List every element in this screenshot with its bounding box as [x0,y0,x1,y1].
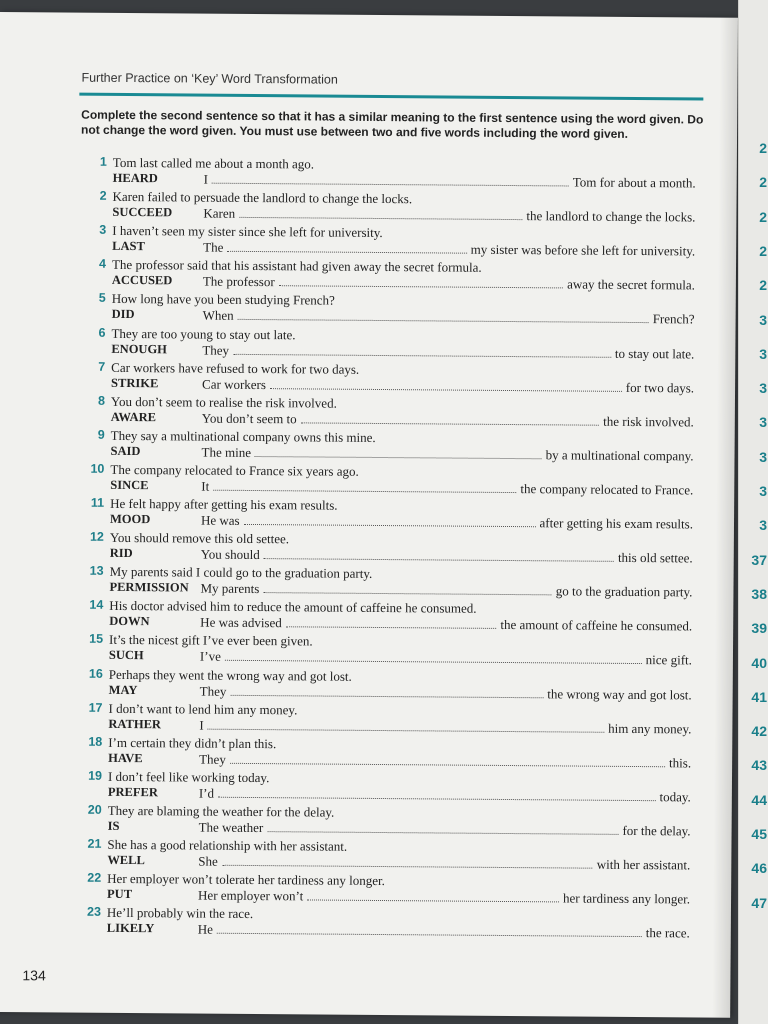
page-header-title: Further Practice on ‘Key’ Word Transformation [81,70,338,87]
sentence-start: The [203,239,224,255]
exercise-item [0,427,735,467]
exercise-item [0,188,737,228]
facing-page-edge [738,0,768,1024]
item-number: 18 [88,734,103,749]
key-word: LAST [112,239,145,254]
item-number: 17 [88,700,103,715]
original-sentence: Karen failed to persuade the landlord to change the locks. [112,188,413,207]
transformed-sentence [203,308,695,328]
exercise-item [0,597,733,637]
answer-gap[interactable] [279,275,563,288]
transformed-sentence [198,922,690,942]
transformed-sentence [201,444,693,464]
key-word: SAID [110,443,141,458]
sentence-end: for two days. [625,379,695,396]
facing-page-number: 43 [751,757,767,774]
sentence-start: I [199,717,204,733]
sentence-end: the race. [645,925,690,941]
original-sentence: I’m certain they didn’t plan this. [108,734,277,751]
sentence-start: The professor [202,273,275,290]
answer-gap[interactable] [307,890,559,903]
instructions: Complete the second sentence so that it has a similar meaning to the first sentence using the word given. Do not change the word given. You must use between two and five words including the word given. [81,107,704,141]
facing-page-number: 45 [751,826,767,842]
item-number: 11 [90,495,105,510]
answer-gap[interactable] [225,650,642,664]
transformed-sentence [203,240,695,260]
sentence-end: my sister was before she left for university. [470,241,696,259]
original-sentence: He felt happy after getting his exam results. [110,495,338,513]
key-word: MOOD [109,511,151,527]
facing-page-number: 47 [751,894,767,911]
transformed-sentence [201,547,693,567]
sentence-start: It [201,478,210,494]
sentence-end: the landlord to change the locks. [526,208,696,225]
item-number: 4 [99,257,107,272]
facing-page-number: 46 [751,860,767,877]
original-sentence: My parents said I could go to the graduation party. [109,564,373,582]
sentence-start: Karen [203,205,236,221]
sentence-start: I’d [198,785,215,801]
facing-page-number: 3 [759,345,767,362]
answer-gap[interactable] [230,753,665,767]
facing-page-number: 38 [751,585,767,602]
exercise-item [0,904,731,944]
item-number: 1 [99,154,107,169]
item-number: 21 [87,836,102,851]
answer-gap[interactable] [301,412,600,425]
sentence-end: him any money. [608,720,692,737]
transformed-sentence [201,513,693,533]
sentence-start: The weather [198,819,264,835]
original-sentence: Tom last called me about a month ago. [112,154,315,172]
facing-page-numbers [739,0,768,1024]
sentence-start: They [199,683,227,699]
exercise-item [0,836,732,876]
exercise-item [0,256,736,296]
sentence-end: after getting his exam results. [539,515,694,532]
exercise-item [0,563,734,603]
transformed-sentence [199,717,691,737]
key-word: PUT [107,886,133,902]
original-sentence: He’ll probably win the race. [106,905,254,922]
exercise-item [0,461,734,501]
sentence-end: the company relocated to France. [520,480,694,498]
exercise-item [0,768,732,808]
sentence-end: French? [652,311,695,327]
answer-gap[interactable] [239,207,522,220]
transformed-sentence [198,854,690,874]
answer-gap[interactable] [217,923,642,937]
key-word: RATHER [108,716,162,731]
item-number: 19 [88,768,103,783]
sentence-end: nice gift. [645,652,692,668]
transformed-sentence [203,206,695,226]
sentence-start: Her employer won’t [198,887,304,904]
item-number: 20 [87,802,102,817]
sentence-end: the wrong way and got lost. [547,685,692,702]
sentence-start: He was advised [200,614,282,631]
answer-gap[interactable] [238,309,649,323]
book-page [0,12,738,1018]
facing-page-number: 3 [759,517,767,534]
sentence-end: for the delay. [622,822,691,839]
item-number: 6 [98,325,106,340]
answer-gap[interactable] [264,548,614,562]
exercise-item [0,393,735,433]
transformed-sentence [199,819,691,839]
key-word: PREFER [107,784,158,800]
sentence-end: the risk involved. [603,413,694,430]
facing-page-number: 41 [751,688,767,705]
key-word: SUCCEED [112,204,173,220]
sentence-start: The mine [201,444,252,460]
key-word: SINCE [110,477,149,493]
answer-gap[interactable] [286,617,497,630]
transformed-sentence [202,410,694,430]
item-number: 22 [87,870,102,885]
facing-page-number: 3 [759,311,767,328]
key-word: STRIKE [111,375,159,390]
sentence-end: the amount of caffeine he consumed. [500,617,693,634]
item-number: 9 [97,427,105,442]
item-number: 15 [89,632,104,647]
sentence-end: by a multinational company. [545,447,694,464]
transformed-sentence [203,274,695,294]
exercise-item [0,222,736,262]
transformed-sentence [202,342,694,362]
sentence-end: go to the graduation party. [555,583,693,600]
sentence-end: Tom for about a month. [572,174,696,191]
answer-gap[interactable] [244,514,536,527]
item-number: 23 [86,904,101,920]
answer-gap[interactable] [267,821,618,835]
original-sentence: Car workers have refused to work for two days. [111,359,360,377]
sentence-start: They [199,751,226,767]
key-word: LIKELY [106,921,155,936]
transformed-sentence [201,478,693,498]
facing-page-number: 3 [759,483,767,499]
exercise-item [0,700,733,740]
sentence-start: Car workers [202,376,267,392]
facing-page-number: 2 [759,140,767,156]
transformed-sentence [200,615,692,635]
key-word: PERMISSION [109,580,189,595]
sentence-start: They [202,342,230,358]
item-number: 14 [89,598,104,613]
original-sentence: It’s the nicest gift I’ve ever been given. [109,632,313,649]
transformed-sentence [200,649,692,669]
key-word: HEARD [112,170,158,186]
exercise-item [0,631,733,671]
transformed-sentence [200,683,692,703]
facing-page-number: 39 [751,620,767,637]
sentence-start: I [203,171,209,187]
sentence-start: My parents [200,580,260,597]
facing-page-number: 37 [751,551,767,568]
key-word: HAVE [108,750,143,765]
answer-gap[interactable] [270,378,622,392]
item-number: 13 [89,563,104,579]
original-sentence: They are blaming the weather for the delay. [107,802,335,820]
exercise-item [0,665,733,705]
key-word: DID [111,307,135,322]
facing-page-number: 2 [759,277,767,294]
original-sentence: How long have you been studying French? [111,291,335,309]
facing-page-number: 44 [751,791,767,808]
sentence-start: You should [200,546,260,563]
exercise-item [0,359,735,399]
answer-gap[interactable] [212,173,569,187]
facing-page-number: 3 [759,448,767,465]
transformed-sentence [200,581,692,601]
item-number: 8 [97,393,106,408]
key-word: IS [107,818,120,833]
answer-gap[interactable] [263,582,552,595]
exercise-item [0,154,737,194]
transformed-sentence [202,376,694,396]
facing-page-number: 2 [759,174,767,191]
sentence-start: He was [200,512,240,528]
original-sentence: They are too young to stay out late. [111,325,296,342]
exercise-item [0,324,736,364]
sentence-end: this. [669,754,692,771]
key-word: RID [109,545,133,561]
answer-gap[interactable] [255,446,542,459]
item-number: 16 [88,666,103,681]
original-sentence: They say a multinational company owns this mine. [110,427,376,445]
transformed-sentence [198,888,690,908]
item-number: 10 [90,461,105,476]
facing-page-number: 2 [759,208,767,225]
answer-gap[interactable] [208,718,604,732]
sentence-start: You don’t seem to [201,410,297,427]
answer-gap[interactable] [233,343,611,357]
transformed-sentence [199,751,691,771]
exercise-item [0,290,736,330]
sentence-end: today. [659,789,691,805]
transformed-sentence [204,172,696,192]
facing-page-number: 40 [751,654,767,671]
original-sentence: I don’t feel like working today. [107,768,270,785]
sentence-end: her tardiness any longer. [562,890,691,907]
transformed-sentence [199,785,691,805]
item-number: 3 [99,222,107,238]
exercise-item [0,529,734,569]
sentence-start: She [198,853,218,869]
key-word: ACCUSED [111,273,173,288]
sentence-start: I’ve [199,648,221,665]
sentence-start: He [197,921,214,937]
item-number: 2 [99,188,107,203]
original-sentence: You don’t seem to realise the risk involved. [110,393,337,411]
exercise-item [0,734,732,774]
original-sentence: The company relocated to France six years ago. [110,461,359,479]
answer-gap[interactable] [230,684,543,697]
exercise-list [0,12,738,1018]
sentence-end: this old settee. [617,549,693,566]
original-sentence: She has a good relationship with her assistant. [107,836,348,854]
key-word: AWARE [110,409,157,424]
facing-page-number: 3 [759,414,767,431]
exercise-item [0,802,732,842]
original-sentence: I don’t want to lend him any money. [108,700,298,717]
original-sentence: I haven’t seen my sister since she left for university. [112,223,383,241]
key-word: DOWN [109,614,150,629]
original-sentence: Perhaps they went the wrong way and got lost. [108,666,352,684]
original-sentence: Her employer won’t tolerate her tardiness any longer. [107,870,385,889]
page-number: 134 [22,967,46,984]
item-number: 7 [98,359,106,374]
sentence-end: with her assistant. [596,856,691,873]
original-sentence: His doctor advised him to reduce the amount of caffeine he consumed. [109,598,477,617]
exercise-item [0,495,734,535]
sentence-end: away the secret formula. [567,276,695,293]
facing-page-number: 2 [759,242,767,259]
original-sentence: The professor said that his assistant had given away the secret formula. [111,257,482,276]
key-word: WELL [107,852,145,868]
original-sentence: You should remove this old settee. [109,529,290,547]
facing-page-number: 42 [751,723,767,740]
key-word: MAY [108,682,138,697]
facing-page-number: 3 [759,380,767,397]
answer-gap[interactable] [227,241,466,254]
exercise-item [0,870,731,910]
sentence-end: to stay out late. [614,345,695,361]
sentence-start: When [202,307,234,324]
answer-gap[interactable] [213,480,516,493]
item-number: 5 [98,291,106,306]
item-number: 12 [89,529,104,544]
key-word: ENOUGH [111,341,167,356]
answer-gap[interactable] [218,787,656,801]
answer-gap[interactable] [222,855,593,869]
key-word: SUCH [108,648,144,663]
